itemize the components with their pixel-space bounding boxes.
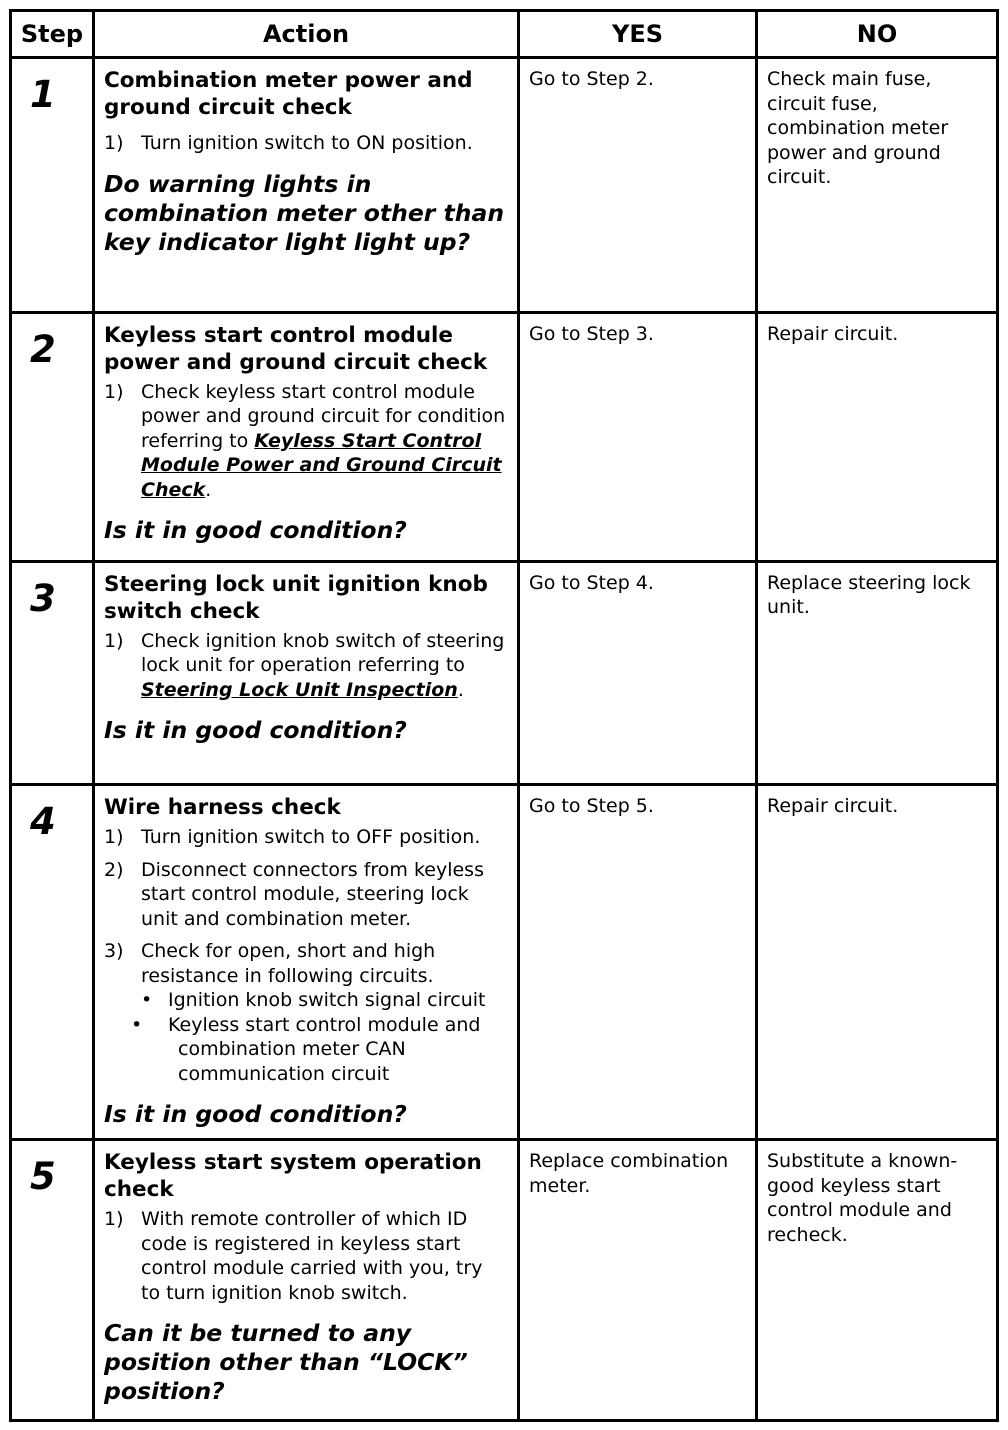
procedure-item (104, 825, 507, 850)
no-cell: Repair circuit. (757, 312, 998, 561)
item-number: 1) (104, 132, 124, 155)
yes-cell: Go to Step 5. (519, 785, 757, 1140)
yes-cell: Go to Step 3. (519, 312, 757, 561)
step-number: 4 (11, 785, 94, 1140)
item-text: Check ignition knob switch of steering lock unit for operation referring to (141, 629, 505, 677)
procedure-item (104, 131, 507, 156)
bullet-item (141, 988, 507, 1013)
procedure-item (104, 380, 507, 503)
procedure-item (104, 939, 507, 1086)
no-cell: Substitute a known-good keyless start control module and recheck. (757, 1140, 998, 1421)
header-yes: YES (519, 11, 757, 58)
action-cell (94, 1140, 519, 1421)
item-text: Check for open, short and high resistance in following circuits. (141, 940, 436, 987)
item-text: Turn ignition switch to ON position. (141, 132, 473, 155)
bullet-item (131, 1013, 507, 1087)
header-step: Step (11, 11, 94, 58)
action-cell (94, 312, 519, 561)
step-number: 5 (11, 1140, 94, 1421)
item-number: 1) (104, 826, 124, 849)
question: Is it in good condition? (104, 1100, 407, 1129)
question: Can it be turned to any position other than “LOCK” position? (104, 1319, 468, 1406)
table-row (11, 561, 998, 785)
reference-link[interactable]: Keyless Start Control Module Power and Ground Circuit Check (141, 429, 502, 501)
item-text-end: . (205, 478, 212, 501)
item-text: Check keyless start control module power and ground circuit for condition referring to (141, 380, 506, 452)
table-row (11, 58, 998, 313)
header-no: NO (757, 11, 998, 58)
reference-link[interactable]: Steering Lock Unit Inspection (141, 678, 458, 701)
step-number: 2 (11, 312, 94, 561)
bullet-text: Keyless start control module and combination meter CAN communication circuit (168, 1013, 481, 1085)
item-text: Turn ignition switch to OFF position. (141, 826, 481, 849)
table-row (11, 1140, 998, 1421)
item-text-end: . (457, 678, 464, 701)
yes-cell: Go to Step 2. (519, 58, 757, 313)
no-cell: Check main fuse, circuit fuse, combination meter power and ground circuit. (757, 58, 998, 313)
item-number: 1) (104, 629, 124, 652)
action-cell (94, 58, 519, 313)
item-text: Disconnect connectors from keyless start control module, steering lock unit and combination meter. (141, 858, 484, 930)
item-text: With remote controller of which ID code is registered in keyless start control module carried with you, try to turn ignition knob switch. (141, 1208, 483, 1304)
action-title: Steering lock unit ignition knob switch check (104, 571, 488, 624)
table-row (11, 785, 998, 1140)
item-number: 3) (104, 940, 124, 963)
no-cell: Repair circuit. (757, 785, 998, 1140)
bullet-symbol: • (131, 1013, 143, 1036)
yes-cell: Go to Step 4. (519, 561, 757, 785)
question: Is it in good condition? (104, 716, 407, 745)
question: Do warning lights in combination meter other than key indicator light light up? (104, 169, 505, 256)
diagnostic-table (9, 9, 999, 1422)
procedure-item (104, 858, 507, 932)
header-row (11, 11, 998, 58)
action-title: Combination meter power and ground circuit check (104, 68, 473, 121)
action-cell (94, 785, 519, 1140)
bullet-symbol: • (141, 989, 153, 1012)
procedure-item (104, 1207, 507, 1305)
yes-cell: Replace combination meter. (519, 1140, 757, 1421)
item-number: 1) (104, 380, 124, 403)
action-title: Keyless start system operation check (104, 1150, 482, 1203)
item-number: 1) (104, 1208, 124, 1231)
step-number: 1 (11, 58, 94, 313)
question: Is it in good condition? (104, 516, 407, 545)
action-cell (94, 561, 519, 785)
action-title: Keyless start control module power and ground circuit check (104, 322, 488, 375)
procedure-item (104, 629, 507, 703)
action-title: Wire harness check (104, 795, 341, 821)
step-number: 3 (11, 561, 94, 785)
no-cell: Replace steering lock unit. (757, 561, 998, 785)
bullet-text: Ignition knob switch signal circuit (168, 989, 486, 1012)
item-number: 2) (104, 858, 124, 881)
header-action: Action (94, 11, 519, 58)
table-row (11, 312, 998, 561)
